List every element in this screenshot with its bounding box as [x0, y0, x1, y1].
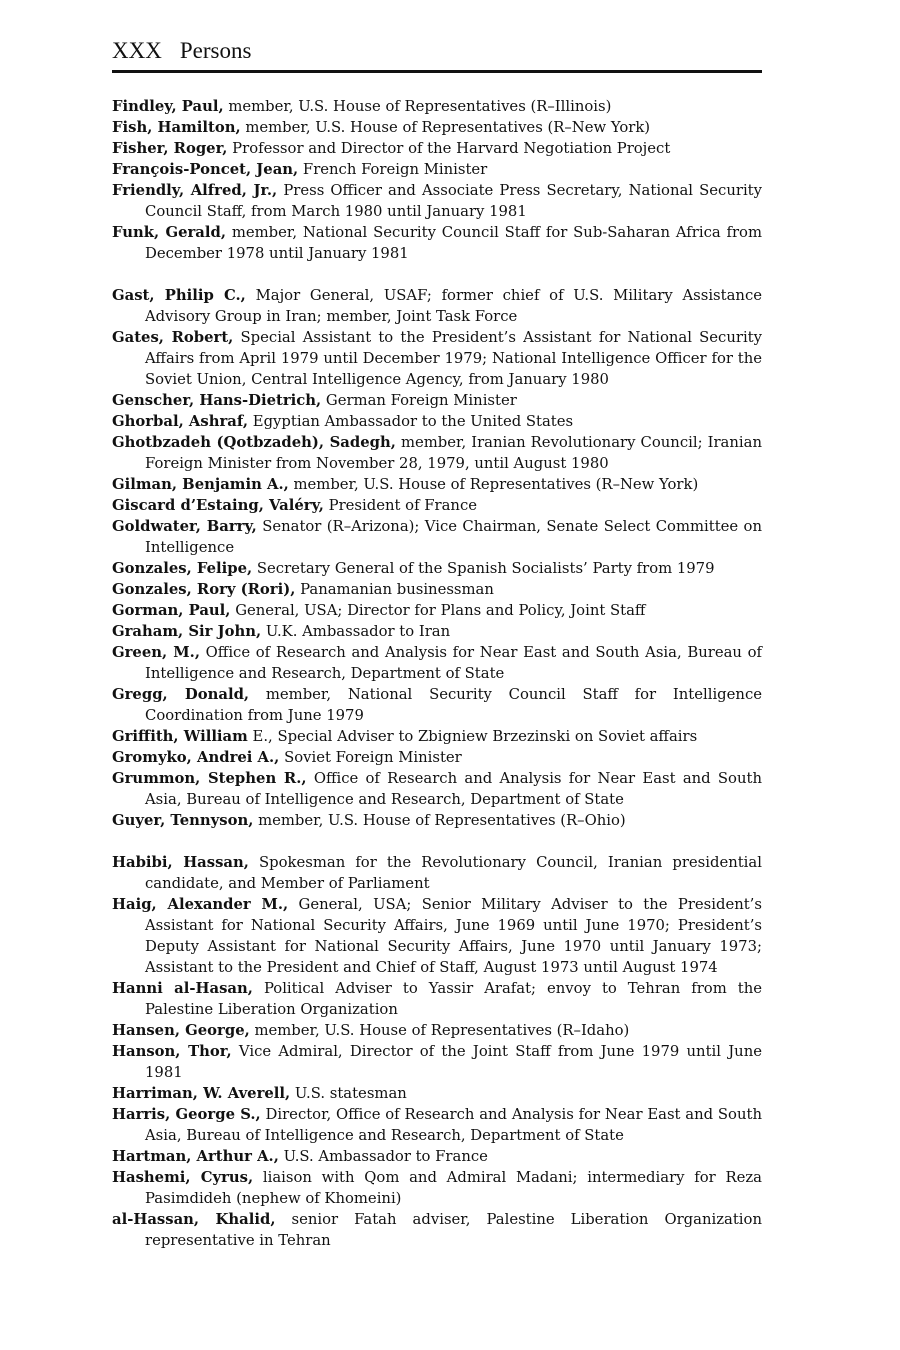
person-name: Gonzales, Rory (Rori),	[112, 581, 296, 598]
person-name: Hanni al-Hasan,	[112, 980, 253, 997]
letter-group-h	[112, 852, 762, 1251]
person-description: Office of Research and Analysis for Near East and South Asia, Bureau of Intelligence and Research, Department of State	[145, 770, 762, 808]
person-description: member, U.S. House of Representatives (R–Ohio)	[258, 812, 626, 829]
page-header	[112, 36, 762, 73]
person-name: Gorman, Paul,	[112, 602, 231, 619]
person-entry	[112, 159, 762, 180]
person-entry	[112, 327, 762, 390]
person-description: Egyptian Ambassador to the United States	[252, 413, 574, 430]
person-entry	[112, 978, 762, 1020]
person-entry	[112, 684, 762, 726]
person-name: Griffith, William	[112, 728, 248, 745]
person-description: liaison with Qom and Admiral Madani; intermediary for Reza Pasimdideh (nephew of Khomeini)	[145, 1169, 762, 1207]
person-name: Gilman, Benjamin A.,	[112, 476, 289, 493]
person-name: Guyer, Tennyson,	[112, 812, 254, 829]
person-description: member, U.S. House of Representatives (R–Illinois)	[228, 98, 612, 115]
person-description: member, U.S. House of Representatives (R–New York)	[293, 476, 699, 493]
person-entry	[112, 432, 762, 474]
letter-group-g	[112, 285, 762, 831]
person-name: Habibi, Hassan,	[112, 854, 249, 871]
person-entry	[112, 579, 762, 600]
person-description: member, U.S. House of Representatives (R–New York)	[245, 119, 651, 136]
person-entry	[112, 558, 762, 579]
person-description: member, National Security Council Staff for Sub-Saharan Africa from December 1978 until January 1981	[145, 224, 762, 262]
person-name: Gast, Philip C.,	[112, 287, 246, 304]
person-name: Gates, Robert,	[112, 329, 234, 346]
person-description: French Foreign Minister	[302, 161, 488, 178]
person-description: member, National Security Council Staff for Intelligence Coordination from June 1979	[145, 686, 762, 724]
person-name: Fish, Hamilton,	[112, 119, 241, 136]
person-description: German Foreign Minister	[325, 392, 517, 409]
person-entry	[112, 138, 762, 159]
person-name: Goldwater, Barry,	[112, 518, 257, 535]
person-description: Professor and Director of the Harvard Negotiation Project	[232, 140, 671, 157]
person-name: Hanson, Thor,	[112, 1043, 232, 1060]
person-name: Gregg, Donald,	[112, 686, 250, 703]
person-description: Major General, USAF; former chief of U.S. Military Assistance Advisory Group in Iran; member, Joint Task Force	[145, 287, 762, 325]
person-name: Harris, George S.,	[112, 1106, 261, 1123]
person-name: Findley, Paul,	[112, 98, 224, 115]
person-name: al-Hassan, Khalid,	[112, 1211, 276, 1228]
person-entry	[112, 1209, 762, 1251]
person-description: E., Special Adviser to Zbigniew Brzezinski on Soviet affairs	[252, 728, 698, 745]
person-entry	[112, 894, 762, 978]
person-entry	[112, 180, 762, 222]
person-description: U.S. Ambassador to France	[283, 1148, 488, 1165]
person-entry	[112, 747, 762, 768]
person-description: Director, Office of Research and Analysis for Near East and South Asia, Bureau of Intelligence and Research, Department of State	[145, 1106, 762, 1144]
person-description: Panamanian businessman	[300, 581, 494, 598]
person-description: General, USA; Director for Plans and Policy, Joint Staff	[235, 602, 646, 619]
person-entry	[112, 96, 762, 117]
person-name: Green, M.,	[112, 644, 200, 661]
person-entry	[112, 621, 762, 642]
person-entry	[112, 285, 762, 327]
person-name: Funk, Gerald,	[112, 224, 226, 241]
persons-index	[112, 96, 762, 1272]
person-entry	[112, 1104, 762, 1146]
person-entry	[112, 768, 762, 810]
person-name: Hartman, Arthur A.,	[112, 1148, 279, 1165]
person-description: Secretary General of the Spanish Socialists’ Party from 1979	[256, 560, 715, 577]
person-description: Senator (R–Arizona); Vice Chairman, Senate Select Committee on Intelligence	[145, 518, 762, 556]
person-description: Press Officer and Associate Press Secretary, National Security Council Staff, from March 1980 until January 1981	[145, 182, 762, 220]
person-entry	[112, 642, 762, 684]
person-name: François-Poncet, Jean,	[112, 161, 299, 178]
person-name: Hansen, George,	[112, 1022, 250, 1039]
person-entry	[112, 474, 762, 495]
person-entry	[112, 390, 762, 411]
person-description: Political Adviser to Yassir Arafat; envoy to Tehran from the Palestine Liberation Organization	[145, 980, 762, 1018]
person-description: Office of Research and Analysis for Near East and South Asia, Bureau of Intelligence and Research, Department of State	[145, 644, 762, 682]
person-description: President of France	[328, 497, 477, 514]
person-entry	[112, 1146, 762, 1167]
person-entry	[112, 495, 762, 516]
person-description: Special Assistant to the President’s Assistant for National Security Affairs from April 1979 until December 1979; National Intelligence Officer for the Soviet Union, Central Intelligence Agency, from January 1980	[145, 329, 762, 388]
person-description: Spokesman for the Revolutionary Council, Iranian presidential candidate, and Member of Parliament	[145, 854, 762, 892]
person-entry	[112, 222, 762, 264]
person-description: member, U.S. House of Representatives (R–Idaho)	[254, 1022, 630, 1039]
person-entry	[112, 516, 762, 558]
person-entry	[112, 852, 762, 894]
person-entry	[112, 1167, 762, 1209]
person-name: Harriman, W. Averell,	[112, 1085, 291, 1102]
person-name: Fisher, Roger,	[112, 140, 228, 157]
person-description: member, Iranian Revolutionary Council; Iranian Foreign Minister from November 28, 1979, until August 1980	[145, 434, 762, 472]
person-name: Gromyko, Andrei A.,	[112, 749, 280, 766]
person-description: Soviet Foreign Minister	[284, 749, 462, 766]
person-description: U.S. statesman	[294, 1085, 407, 1102]
person-name: Grummon, Stephen R.,	[112, 770, 307, 787]
person-name: Giscard d’Estaing, Valéry,	[112, 497, 324, 514]
person-entry	[112, 1083, 762, 1104]
person-description: Vice Admiral, Director of the Joint Staff from June 1979 until June 1981	[145, 1043, 762, 1081]
person-entry	[112, 411, 762, 432]
person-description: General, USA; Senior Military Adviser to the President’s Assistant for National Security Affairs, June 1969 until June 1970; President’s Deputy Assistant for National Security Affairs, June 1970 until January 1973; Assistant to the President and Chief of Staff, August 1973 until August 1974	[145, 896, 762, 976]
person-description: U.K. Ambassador to Iran	[265, 623, 451, 640]
person-name: Ghorbal, Ashraf,	[112, 413, 249, 430]
person-name: Ghotbzadeh (Qotbzadeh), Sadegh,	[112, 434, 396, 451]
person-entry	[112, 810, 762, 831]
page-number: XXX	[112, 38, 162, 63]
person-entry	[112, 1020, 762, 1041]
person-description: senior Fatah adviser, Palestine Liberation Organization representative in Tehran	[145, 1211, 762, 1249]
person-name: Hashemi, Cyrus,	[112, 1169, 254, 1186]
person-name: Friendly, Alfred, Jr.,	[112, 182, 278, 199]
letter-group-f	[112, 96, 762, 264]
section-title: Persons	[179, 38, 252, 63]
person-name: Gonzales, Felipe,	[112, 560, 253, 577]
person-name: Haig, Alexander M.,	[112, 896, 289, 913]
person-name: Genscher, Hans-Dietrich,	[112, 392, 322, 409]
person-entry	[112, 600, 762, 621]
person-entry	[112, 726, 762, 747]
person-entry	[112, 1041, 762, 1083]
person-name: Graham, Sir John,	[112, 623, 262, 640]
person-entry	[112, 117, 762, 138]
